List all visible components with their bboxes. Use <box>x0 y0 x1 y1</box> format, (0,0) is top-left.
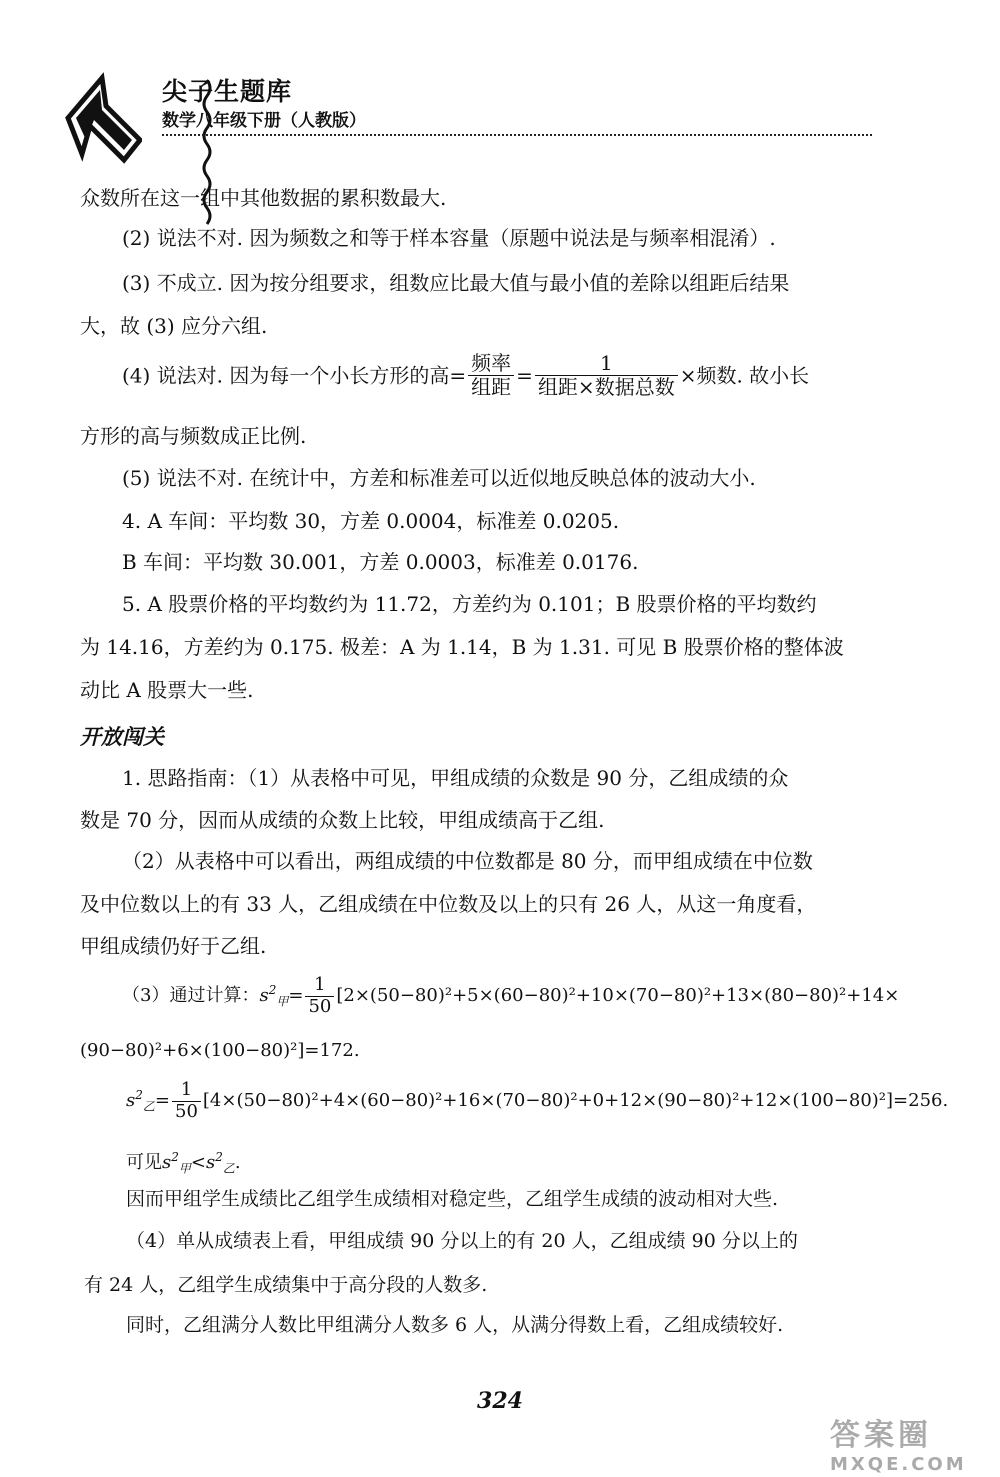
paragraph: 有 24 人，乙组学生成绩集中于高分段的人数多. <box>84 1274 488 1296</box>
paragraph: 动比 A 股票大一些. <box>80 678 254 702</box>
subscript: 乙 <box>222 1161 235 1176</box>
text: ×频数. 故小长 <box>679 363 810 388</box>
denominator: 组距 <box>471 375 512 399</box>
s-symbol: s <box>126 1090 136 1112</box>
paragraph: (5) 说法不对. 在统计中，方差和标准差可以近似地反映总体的波动大小. <box>122 466 756 490</box>
text: (4) 说法对. 因为每一个小长方形的高= <box>122 363 467 388</box>
watermark-url: MXQE.COM <box>830 1454 967 1475</box>
formula-line <box>126 1080 948 1122</box>
paragraph: 大，故 (3) 应分六组. <box>80 314 268 338</box>
paragraph: 同时，乙组满分人数比甲组满分人数多 6 人，从满分得数上看，乙组成绩较好. <box>126 1314 784 1336</box>
paragraph: 方形的高与频数成正比例. <box>80 424 307 448</box>
paragraph: 因而甲组学生成绩比乙组学生成绩相对稳定些，乙组学生成绩的波动相对大些. <box>126 1188 779 1210</box>
paragraph: （2）从表格中可以看出，两组成绩的中位数都是 80 分，而甲组成绩在中位数 <box>122 849 813 873</box>
s-symbol: s <box>206 1152 216 1173</box>
fraction <box>535 352 678 399</box>
expression: [2×(50−80)²+5×(60−80)²+10×(70−80)²+13×(80−80)²+14× <box>336 985 900 1007</box>
numerator: 1 <box>305 975 334 997</box>
denominator: 50 <box>308 995 332 1017</box>
subscript: 甲 <box>178 1161 191 1176</box>
expression: [4×(50−80)²+4×(60−80)²+16×(70−80)²+0+12×(90−80)²+12×(100−80)²]=256. <box>202 1090 949 1112</box>
variance-symbol: $s^2_甲$ <box>259 983 289 1009</box>
series-title: 尖子生题库 <box>162 77 293 106</box>
page-header <box>62 60 882 180</box>
paragraph: B 车间：平均数 30.001，方差 0.0003，标准差 0.0176. <box>122 550 639 574</box>
less-than-sign: < <box>190 1152 206 1173</box>
section-heading: 开放闯关 <box>80 725 164 749</box>
equals-sign: = <box>288 985 304 1007</box>
formula-line <box>122 352 809 399</box>
variance-symbol: $s^2_乙$ <box>126 1088 155 1114</box>
paragraph: （4）单从成绩表上看，甲组成绩 90 分以上的有 20 人，乙组成绩 90 分以上的 <box>126 1230 798 1252</box>
variance-symbol: $s^2_乙$ <box>206 1150 235 1176</box>
paragraph: 数是 70 分，因而从成绩的众数上比较，甲组成绩高于乙组. <box>80 808 605 832</box>
s-symbol: s <box>259 985 269 1007</box>
text: . <box>234 1152 241 1173</box>
equals-sign: = <box>516 363 533 388</box>
equals-sign: = <box>154 1090 170 1112</box>
subscript: 乙 <box>142 1099 155 1114</box>
page-number: 324 <box>477 1388 523 1414</box>
variance-symbol: $s^2_甲$ <box>162 1150 191 1176</box>
paragraph: 为 14.16，方差约为 0.175. 极差：A 为 1.14，B 为 1.31. 可见 B 股票价格的整体波 <box>80 635 844 659</box>
paragraph: 甲组成绩仍好于乙组. <box>80 934 267 958</box>
arrow-logo-icon <box>62 70 142 170</box>
text: （3）通过计算： <box>122 985 260 1007</box>
s-symbol: s <box>162 1152 172 1173</box>
comparison-line <box>126 1148 241 1177</box>
fraction <box>172 1080 201 1122</box>
paragraph: (3) 不成立. 因为按分组要求，组数应比最大值与最小值的差除以组距后结果 <box>122 271 790 295</box>
fraction <box>305 975 334 1017</box>
paragraph: 及中位数以上的有 33 人，乙组成绩在中位数及以上的只有 26 人，从这一角度看， <box>80 892 817 916</box>
formula-line <box>122 975 899 1017</box>
fraction <box>468 352 514 399</box>
numerator: 频率 <box>468 352 514 376</box>
watermark <box>830 1410 990 1475</box>
paragraph: 众数所在这一组中其他数据的累积数最大. <box>80 186 447 210</box>
paragraph: (2) 说法不对. 因为频数之和等于样本容量（原题中说法是与频率相混淆）. <box>122 226 776 250</box>
paragraph: 4. A 车间：平均数 30，方差 0.0004，标准差 0.0205. <box>122 509 620 533</box>
numerator: 1 <box>172 1080 201 1102</box>
denominator: 50 <box>175 1100 198 1122</box>
text: 可见 <box>126 1152 162 1173</box>
header-dotted-rule <box>162 134 872 136</box>
subscript: 甲 <box>276 994 289 1009</box>
expression: (90−80)²+6×(100−80)²]=172. <box>80 1040 360 1061</box>
numerator: 1 <box>535 352 678 376</box>
paragraph: 1. 思路指南：（1）从表格中可见，甲组成绩的众数是 90 分，乙组成绩的众 <box>122 766 789 790</box>
book-title: 数学八年级下册（人教版） <box>162 111 366 131</box>
denominator: 组距×数据总数 <box>537 375 675 399</box>
paragraph: 5. A 股票价格的平均数约为 11.72，方差约为 0.101；B 股票价格的平均数约 <box>122 592 817 616</box>
watermark-line: 答案圈 <box>830 1418 932 1453</box>
